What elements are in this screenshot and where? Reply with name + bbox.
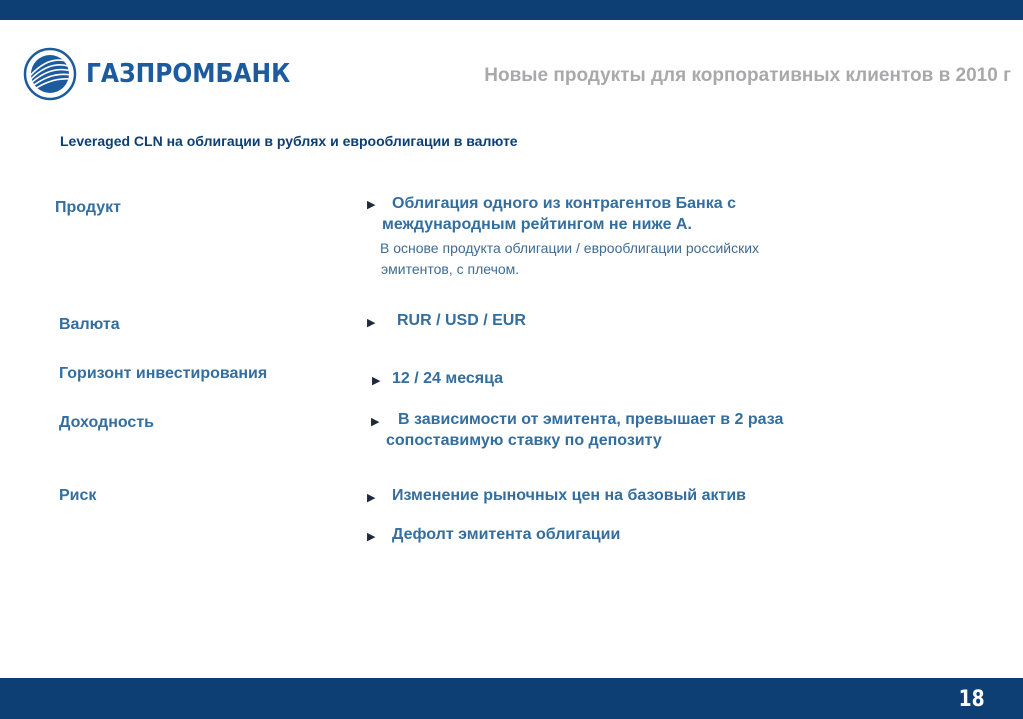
page-number: 18 — [958, 687, 985, 712]
bullet-icon: ▶ — [367, 492, 376, 504]
gazprombank-logo-icon — [23, 47, 77, 101]
brand-name: ГАЗПРОМБАНК — [86, 59, 291, 89]
row-label-horizon: Горизонт инвестирования — [59, 365, 268, 382]
horizon-value: 12 / 24 месяца — [392, 370, 504, 387]
risk-value-2: Дефолт эмитента облигации — [392, 526, 621, 543]
product-note-line1: В основе продукта облигации / еврооблигации российских — [380, 240, 760, 256]
row-label-yield: Доходность — [59, 414, 154, 431]
product-note-line2: эмитентов, с плечом. — [381, 261, 520, 277]
slide-subtitle: Leveraged CLN на облигации в рублях и еврооблигации в валюте — [60, 133, 518, 149]
row-label-currency: Валюта — [59, 316, 120, 333]
bullet-icon: ▶ — [367, 531, 376, 543]
slide-title: Новые продукты для корпоративных клиентов в 2010 г — [484, 65, 1011, 86]
product-value-line2: международным рейтингом не ниже А. — [382, 216, 692, 233]
row-label-risk: Риск — [59, 487, 97, 504]
row-label-product: Продукт — [55, 199, 121, 216]
yield-value-line2: сопоставимую ставку по депозиту — [386, 432, 662, 449]
risk-value-1: Изменение рыночных цен на базовый актив — [392, 487, 746, 504]
bullet-icon: ▶ — [367, 199, 376, 211]
currency-value: RUR / USD / EUR — [397, 312, 526, 329]
yield-value-line1: В зависимости от эмитента, превышает в 2 раза — [398, 411, 784, 428]
bullet-icon: ▶ — [372, 375, 381, 387]
bottom-bar — [0, 678, 1023, 719]
bullet-icon: ▶ — [367, 317, 376, 329]
product-value-line1: Облигация одного из контрагентов Банка с — [392, 195, 736, 212]
bullet-icon: ▶ — [371, 416, 380, 428]
top-bar — [0, 0, 1023, 20]
